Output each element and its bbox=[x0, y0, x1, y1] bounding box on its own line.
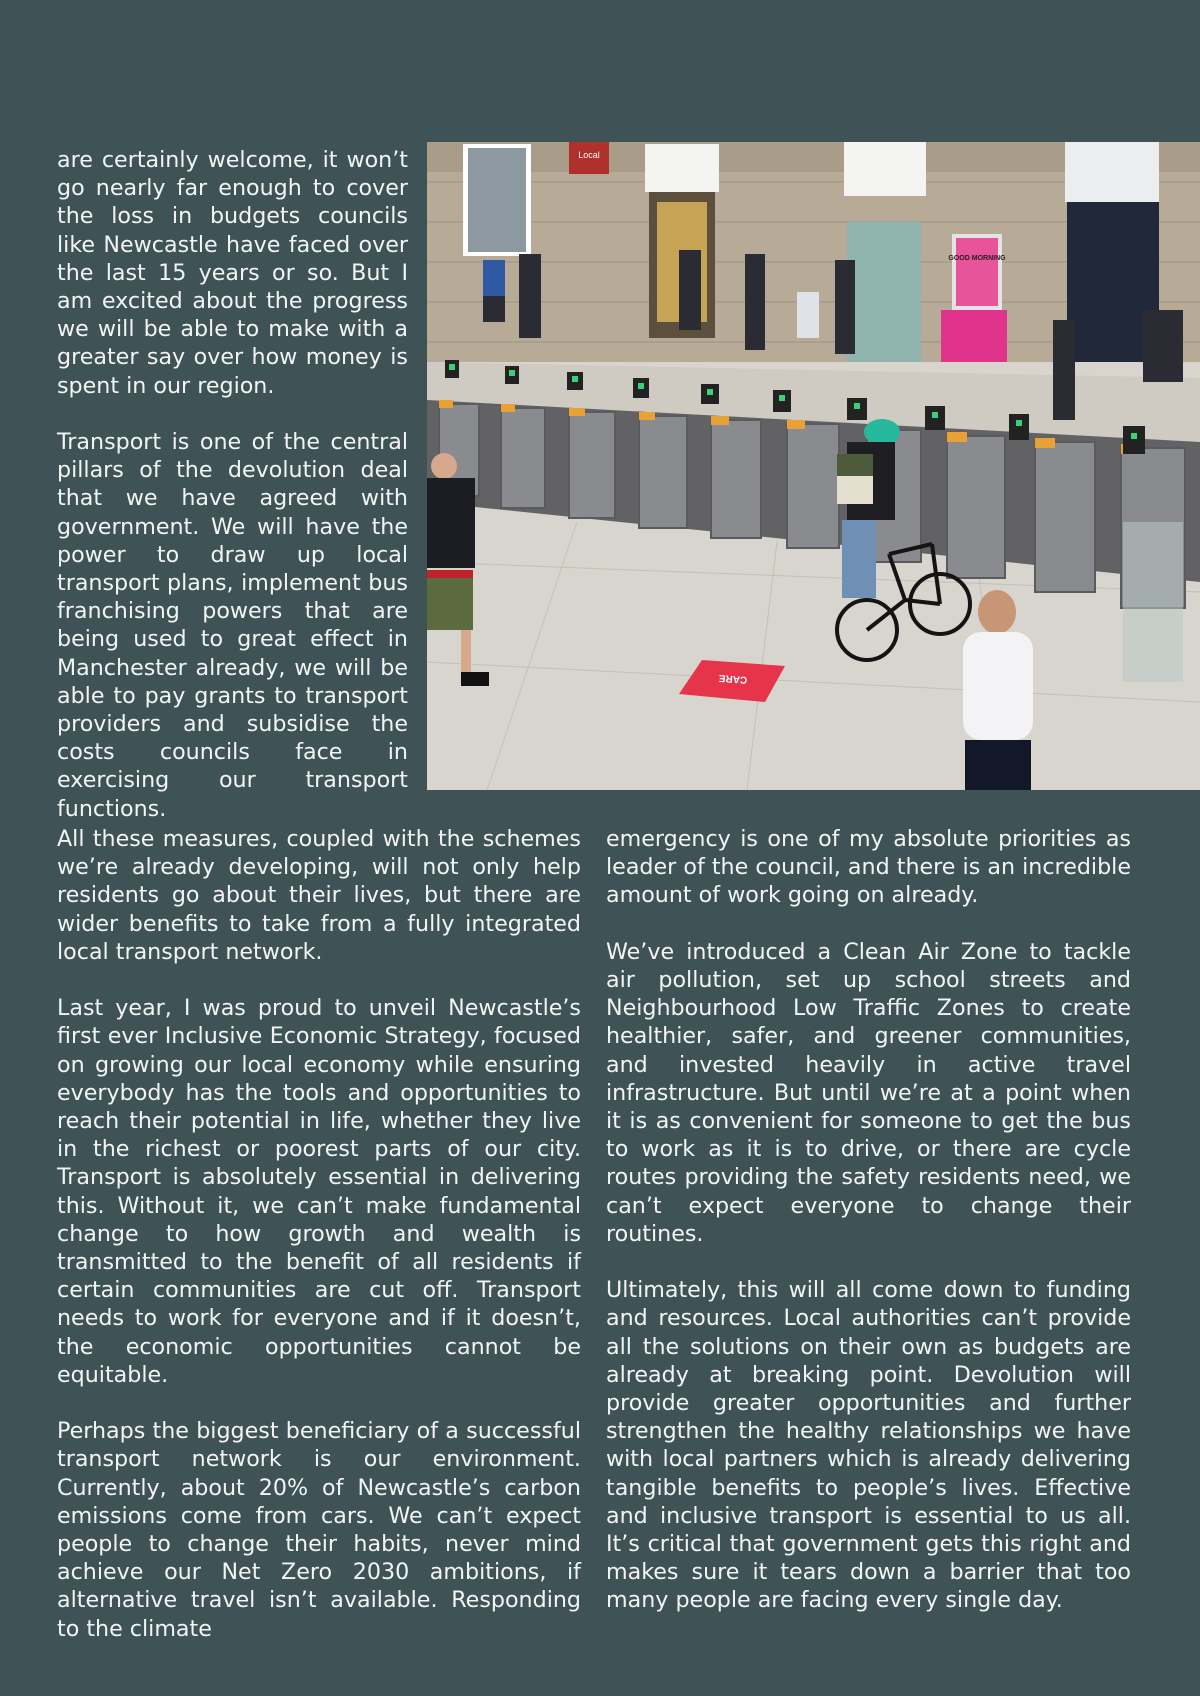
article-column-bottom-right bbox=[606, 825, 1131, 1615]
article-column-bottom-left bbox=[57, 825, 581, 1643]
floor-sticker-text: CARE bbox=[718, 672, 748, 685]
paragraph: All these measures, coupled with the schemes we’re already developing, will not only help residents go about their lives, but there are wider benefits to take from a fully integrated local transport network. bbox=[57, 826, 581, 965]
paragraph: emergency is one of my absolute priorities as leader of the council, and there is an incredible amount of work going on already. bbox=[606, 826, 1131, 909]
paragraph: are certainly welcome, it won’t go nearly far enough to cover the loss in budgets councils like Newcastle have faced over the last 15 years or so. But I am excited about the progress we will be able to make with a greater say over how money is spent in our region. bbox=[57, 147, 408, 399]
paragraph: Perhaps the biggest beneficiary of a successful transport network is our environment. Currently, about 20% of Newcastle’s carbon emissions come from cars. We can’t expect people to change their habits, never mind achieve our Net Zero 2030 ambitions, if alternative travel isn’t available. Responding to the climate bbox=[57, 1418, 581, 1642]
paragraph: Transport is one of the central pillars of the devolution deal that we have agreed with government. We will have the power to draw up local transport plans, implement bus franchising powers that are being used to great effect in Manchester already, we will be able to pay grants to transport providers and subsidise the costs councils face in exercising our transport functions. bbox=[57, 429, 408, 822]
poster-text: GOOD MORNING bbox=[948, 255, 1006, 262]
station-ticket-barriers-photo bbox=[427, 142, 1200, 790]
paragraph: Last year, I was proud to unveil Newcastle’s first ever Inclusive Economic Strategy, focused on growing our local economy while ensuring everybody has the tools and opportunities to reach their potential in life, whether they live in the richest or poorest parts of our city. Transport is absolutely essential in delivering this. Without it, we can’t make fundamental change to how growth and wealth is transmitted to the benefit of all residents if certain communities are cut off. Transport needs to work for everyone and if it doesn’t, the economic opportunities cannot be equitable. bbox=[57, 995, 581, 1388]
paragraph: Ultimately, this will all come down to funding and resources. Local authorities can’t provide all the solutions on their own as budgets are already at breaking point. Devolution will provide greater opportunities and further strengthen the healthy relationships we have with local partners which is already delivering tangible benefits to people’s lives. Effective and inclusive transport is essential to us all. It’s critical that government gets this right and makes sure it tears down a barrier that too many people are facing every single day. bbox=[606, 1277, 1131, 1614]
article-column-top-left bbox=[57, 146, 408, 823]
local-sign-text: Local bbox=[578, 150, 600, 160]
paragraph: We’ve introduced a Clean Air Zone to tackle air pollution, set up school streets and Neighbourhood Low Traffic Zones to create healthier, safer, and greener communities, and invested heavily in active travel infrastructure. But until we’re at a point when it is as convenient for someone to get the bus to work as it is to drive, or there are cycle routes providing the safety residents need, we can’t expect everyone to change their routines. bbox=[606, 938, 1131, 1247]
